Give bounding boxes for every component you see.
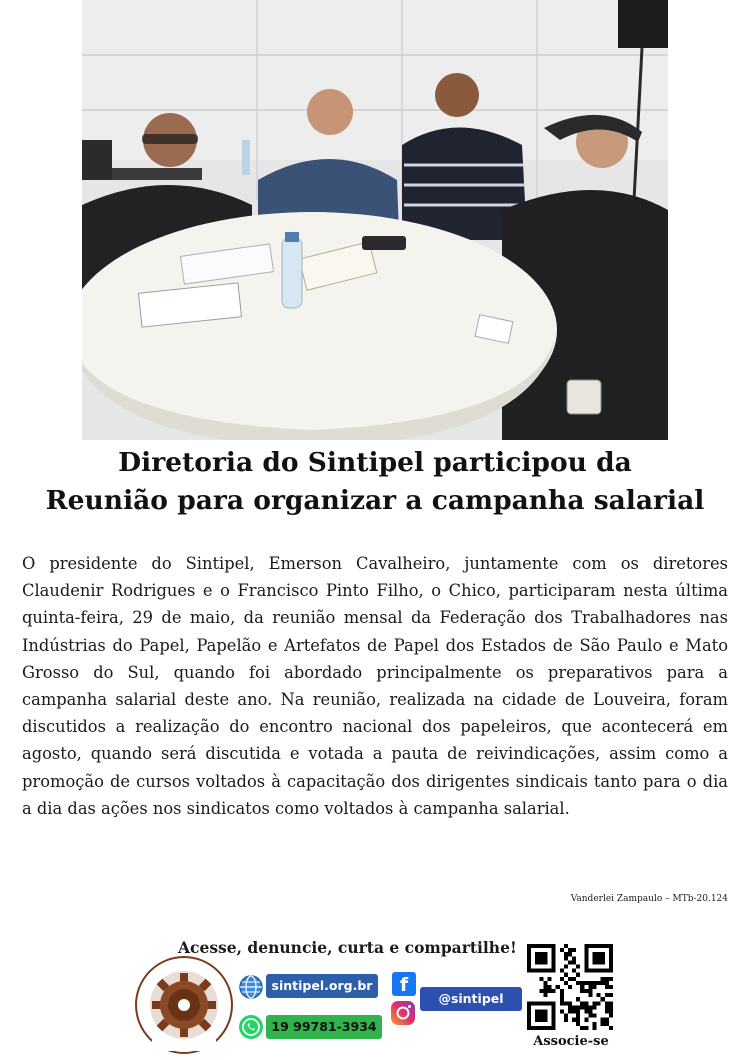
- associe-label: Associe-se: [533, 1034, 609, 1049]
- social-handle[interactable]: @sintipel: [420, 987, 522, 1011]
- qr-code-icon[interactable]: [527, 944, 613, 1030]
- whatsapp-icon: [238, 1014, 264, 1040]
- website-link[interactable]: sintipel.org.br: [266, 974, 378, 998]
- sintipel-logo: [132, 955, 236, 1059]
- footer: [0, 930, 750, 1060]
- footer-call-to-action: Acesse, denuncie, curta e compartilhe!: [178, 938, 517, 957]
- globe-icon: [238, 974, 264, 1000]
- phone-number[interactable]: 19 99781-3934: [266, 1015, 382, 1039]
- facebook-icon[interactable]: f: [392, 972, 416, 996]
- headline-line-2: Reunião para organizar a campanha salarial: [45, 485, 705, 516]
- author-credit: Vanderlei Zampaulo – MTb-20.124: [570, 894, 728, 904]
- article-body: O presidente do Sintipel, Emerson Cavalheiro, juntamente com os diretores Claudenir Rodrigues e o Francisco Pinto Filho, o Chico, participaram nesta última quinta-feira, 29 de maio, da reunião mensal da Federação dos Trabalhadores nas Indústrias do Papel, Papelão e Artefatos de Papel dos Estados de São Paulo e Mato Grosso do Sul, quando foi abordado principalmente os preparativos para a campanha salarial deste ano. Na reunião, realizada na cidade de Louveira, foram discutidos a realização do encontro nacional dos papeleiros, que acontecerá em agosto, quando será discutida e votada a pauta de reivindicações, assim como a promoção de cursos voltados à capacitação dos dirigentes sindicais tanto para o dia a dia das ações nos sindicatos como voltados à campanha salarial.: [22, 554, 728, 818]
- meeting-photo: [82, 0, 668, 440]
- meeting-photo-illustration: [82, 0, 668, 440]
- article-headline: [0, 444, 750, 520]
- headline-line-1: Diretoria do Sintipel participou da: [118, 447, 632, 478]
- instagram-icon[interactable]: [390, 1000, 416, 1026]
